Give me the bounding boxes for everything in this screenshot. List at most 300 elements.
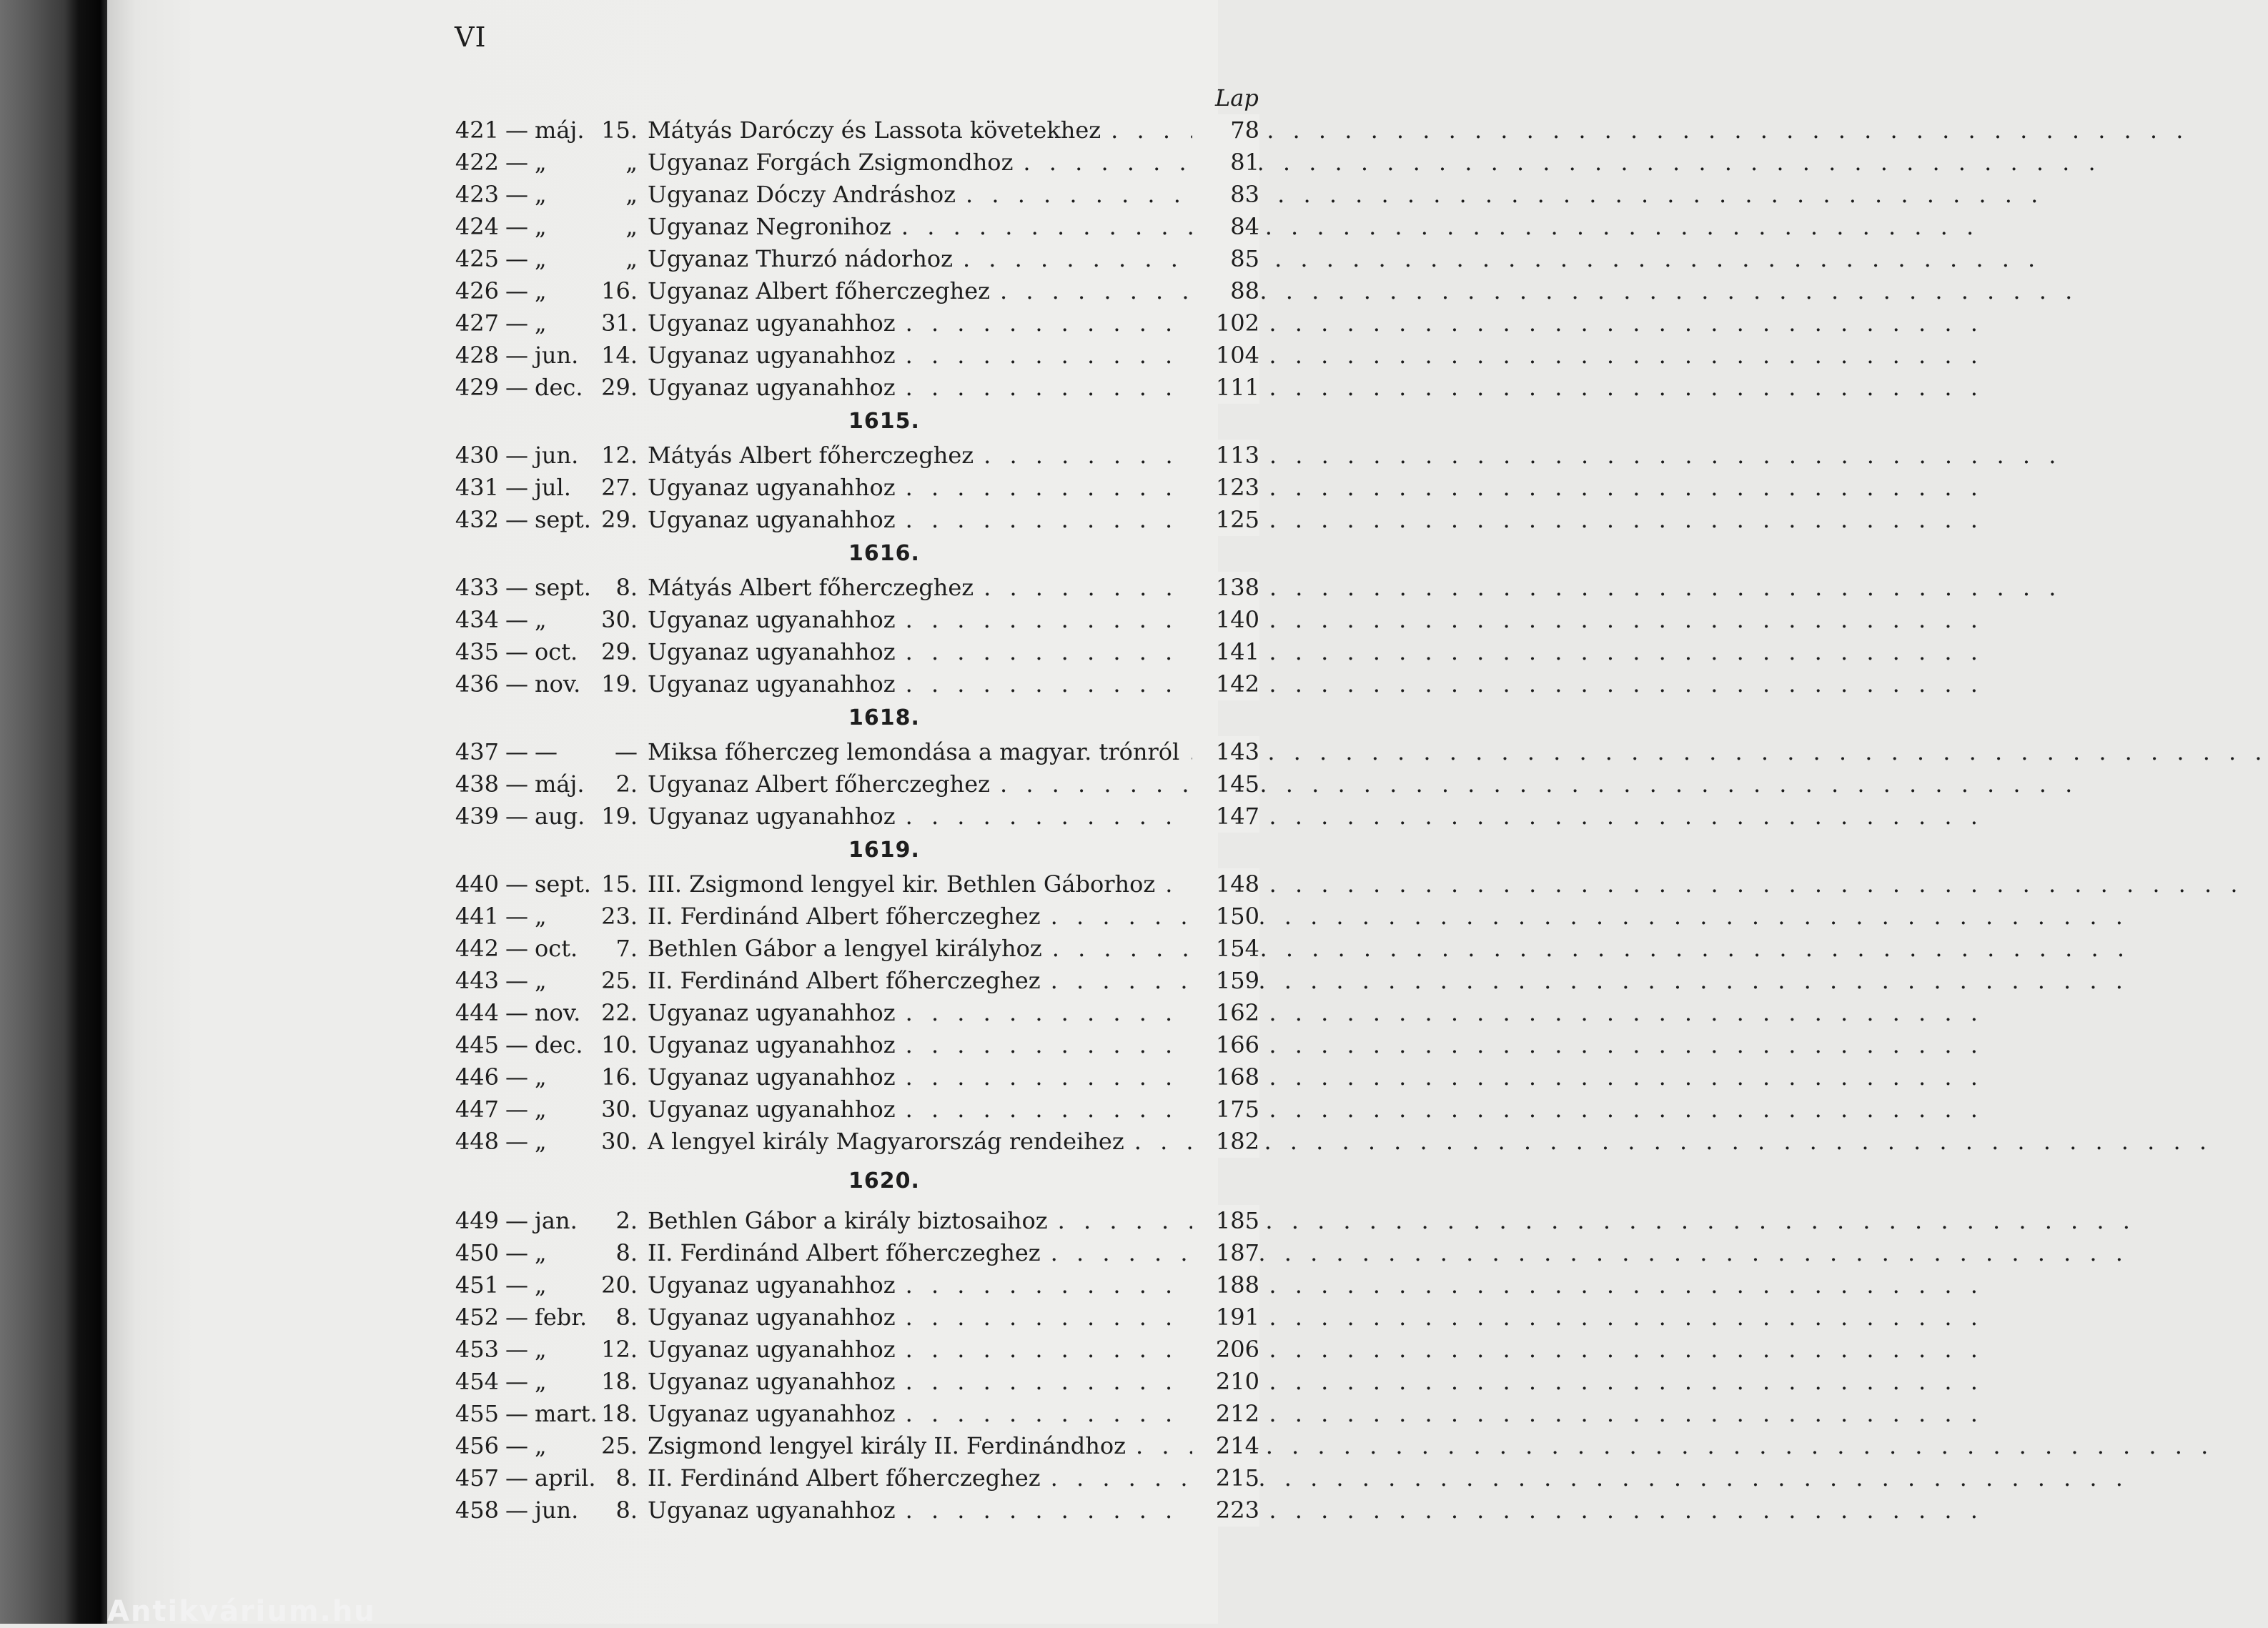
entry-day: 8. <box>615 1304 638 1331</box>
entry-title: II. Ferdinánd Albert főherczeghez <box>648 967 1041 994</box>
entry-number: 452 <box>455 1304 499 1331</box>
year-heading: 1619. <box>848 838 920 863</box>
entry-month: „ <box>535 277 547 304</box>
entry-dash: — <box>505 213 528 240</box>
entry-number: 458 <box>455 1497 499 1524</box>
toc-entry <box>452 1237 1259 1269</box>
entry-title-wrap <box>648 900 1192 933</box>
entry-title-wrap <box>648 1494 1192 1527</box>
entry-page: 141 <box>1192 636 1259 668</box>
entry-page: 182 <box>1192 1126 1259 1158</box>
entry-title-wrap <box>648 1029 1192 1061</box>
entry-month: „ <box>535 309 547 337</box>
entry-title: Ugyanaz ugyanahhoz <box>648 1031 896 1058</box>
entry-month: „ <box>535 1096 547 1123</box>
entry-title: Ugyanaz Albert főherczeghez <box>648 770 990 798</box>
toc-entry <box>452 179 1259 211</box>
entry-month: „ <box>535 213 547 240</box>
entry-day: 16. <box>601 277 638 304</box>
entry-month: „ <box>535 1063 547 1091</box>
entry-month: máj. <box>535 116 585 144</box>
entry-month: aug. <box>535 803 585 830</box>
entry-day: 16. <box>601 1063 638 1091</box>
entry-dash: — <box>505 149 528 176</box>
entry-title: Ugyanaz ugyanahhoz <box>648 606 896 633</box>
entry-title-wrap <box>648 179 1192 211</box>
entry-month: sept. <box>535 870 591 898</box>
entry-day: 20. <box>601 1271 638 1299</box>
entry-title-wrap <box>648 211 1192 243</box>
entry-title-wrap <box>648 1237 1192 1269</box>
entry-day: 31. <box>601 309 638 337</box>
entry-page: 113 <box>1192 440 1259 472</box>
entry-month: „ <box>535 245 547 272</box>
entry-number: 454 <box>455 1368 499 1395</box>
year-heading: 1620. <box>848 1168 920 1193</box>
entry-day: 30. <box>601 1096 638 1123</box>
year-heading: 1618. <box>848 705 920 730</box>
entry-number: 433 <box>455 574 499 601</box>
entry-title: Ugyanaz ugyanahhoz <box>648 374 896 401</box>
entry-title-wrap <box>648 1366 1192 1398</box>
entry-page: 191 <box>1192 1301 1259 1334</box>
book-spine-shadow <box>0 0 107 1624</box>
toc-entry <box>452 1205 1259 1237</box>
entry-dash: — <box>505 670 528 698</box>
entry-title: Ugyanaz ugyanahhoz <box>648 474 896 501</box>
entry-month: jun. <box>535 1497 579 1524</box>
entry-month: jan. <box>535 1207 578 1234</box>
entry-title: Ugyanaz ugyanahhoz <box>648 506 896 533</box>
entry-day: 2. <box>615 1207 638 1234</box>
entry-title-wrap <box>648 1430 1192 1462</box>
toc-entry <box>452 1366 1259 1398</box>
entry-title-wrap <box>648 1301 1192 1334</box>
entry-title-wrap <box>648 800 1192 833</box>
entry-month: „ <box>535 181 547 208</box>
entry-page: 88 <box>1192 275 1259 307</box>
entry-dash: — <box>505 903 528 930</box>
entry-page: 83 <box>1192 179 1259 211</box>
entry-dash: — <box>505 1497 528 1524</box>
entry-title-wrap <box>648 1093 1192 1126</box>
entry-dash: — <box>505 181 528 208</box>
toc-entry <box>452 736 1259 768</box>
entry-month: febr. <box>535 1304 588 1331</box>
entry-number: 453 <box>455 1336 499 1363</box>
entry-title: Ugyanaz Albert főherczeghez <box>648 277 990 304</box>
entry-title-wrap <box>648 307 1192 339</box>
entry-title-wrap <box>648 275 1192 307</box>
entry-month: „ <box>535 1432 547 1459</box>
entry-day: „ <box>625 245 638 272</box>
entry-day: 23. <box>601 903 638 930</box>
year-heading: 1616. <box>848 541 920 566</box>
entry-title-wrap <box>648 1334 1192 1366</box>
entry-title: II. Ferdinánd Albert főherczeghez <box>648 903 1041 930</box>
entry-page: 81 <box>1192 147 1259 179</box>
entry-page: 154 <box>1192 933 1259 965</box>
entry-number: 450 <box>455 1239 499 1266</box>
entry-title-wrap <box>648 736 1192 768</box>
entry-month: april. <box>535 1464 596 1491</box>
entry-number: 440 <box>455 870 499 898</box>
entry-dash: — <box>505 1464 528 1491</box>
entry-title: Mátyás Albert főherczeghez <box>648 574 974 601</box>
entry-number: 437 <box>455 738 499 765</box>
entry-title-wrap <box>648 440 1192 472</box>
entry-title-wrap <box>648 472 1192 504</box>
toc-entry <box>452 965 1259 997</box>
entry-month: máj. <box>535 770 585 798</box>
entry-day: 8. <box>615 574 638 601</box>
entry-page: 145 <box>1192 768 1259 800</box>
toc-entry <box>452 1126 1259 1158</box>
entry-month: „ <box>535 1239 547 1266</box>
entry-title: Mátyás Albert főherczeghez <box>648 442 974 469</box>
toc-entry <box>452 307 1259 339</box>
entry-dash: — <box>505 606 528 633</box>
entry-day: — <box>615 738 638 765</box>
entry-day: „ <box>625 149 638 176</box>
entry-title: Bethlen Gábor a lengyel királyhoz <box>648 935 1042 962</box>
entry-month: „ <box>535 1336 547 1363</box>
entry-title: Ugyanaz ugyanahhoz <box>648 1096 896 1123</box>
entry-page: 159 <box>1192 965 1259 997</box>
entry-dash: — <box>505 1063 528 1091</box>
entry-number: 425 <box>455 245 499 272</box>
entry-number: 427 <box>455 309 499 337</box>
entry-dash: — <box>505 116 528 144</box>
entry-page: 102 <box>1192 307 1259 339</box>
entry-page: 111 <box>1192 372 1259 404</box>
entry-title-wrap <box>648 768 1192 800</box>
entry-dash: — <box>505 342 528 369</box>
entry-day: 18. <box>601 1400 638 1427</box>
entry-day: 15. <box>601 870 638 898</box>
entry-month: „ <box>535 149 547 176</box>
entry-page: 125 <box>1192 504 1259 536</box>
entry-dash: — <box>505 999 528 1026</box>
entry-page: 147 <box>1192 800 1259 833</box>
entry-number: 432 <box>455 506 499 533</box>
entry-page: 150 <box>1192 900 1259 933</box>
entry-dash: — <box>505 1128 528 1155</box>
entry-number: 451 <box>455 1271 499 1299</box>
toc-entry <box>452 1269 1259 1301</box>
entry-month: „ <box>535 1271 547 1299</box>
entry-day: 25. <box>601 967 638 994</box>
entry-dash: — <box>505 1368 528 1395</box>
entry-title-wrap <box>648 243 1192 275</box>
toc-entry <box>452 636 1259 668</box>
entry-number: 436 <box>455 670 499 698</box>
entry-page: 215 <box>1192 1462 1259 1494</box>
toc-entry <box>452 800 1259 833</box>
toc-entry <box>452 147 1259 179</box>
entry-month: sept. <box>535 506 591 533</box>
entry-day: 15. <box>601 116 638 144</box>
entry-title: Bethlen Gábor a király biztosaihoz <box>648 1207 1048 1234</box>
entry-day: 10. <box>601 1031 638 1058</box>
toc-entry <box>452 1061 1259 1093</box>
entry-day: 12. <box>601 442 638 469</box>
toc-entry <box>452 339 1259 372</box>
toc-entry <box>452 997 1259 1029</box>
entry-title-wrap <box>648 1462 1192 1494</box>
toc-entry <box>452 504 1259 536</box>
toc-entry <box>452 768 1259 800</box>
entry-page: 85 <box>1192 243 1259 275</box>
entry-day: 2. <box>615 770 638 798</box>
entry-number: 457 <box>455 1464 499 1491</box>
entry-number: 434 <box>455 606 499 633</box>
entry-page: 206 <box>1192 1334 1259 1366</box>
entry-day: 7. <box>615 935 638 962</box>
entry-page: 188 <box>1192 1269 1259 1301</box>
entry-dash: — <box>505 442 528 469</box>
entry-dash: — <box>505 1096 528 1123</box>
entry-title-wrap <box>648 339 1192 372</box>
entry-number: 429 <box>455 374 499 401</box>
entry-month: dec. <box>535 1031 583 1058</box>
entry-day: 8. <box>615 1464 638 1491</box>
entry-title: Ugyanaz ugyanahhoz <box>648 999 896 1026</box>
entry-month: „ <box>535 903 547 930</box>
entry-page: 162 <box>1192 997 1259 1029</box>
entry-title: Ugyanaz ugyanahhoz <box>648 1497 896 1524</box>
entry-dash: — <box>505 870 528 898</box>
entry-number: 439 <box>455 803 499 830</box>
entry-day: 8. <box>615 1497 638 1524</box>
entry-dash: — <box>505 374 528 401</box>
toc-entry <box>452 572 1259 604</box>
entry-dash: — <box>505 738 528 765</box>
entry-dash: — <box>505 1031 528 1058</box>
entry-month: nov. <box>535 670 581 698</box>
entry-day: 22. <box>601 999 638 1026</box>
entry-title-wrap <box>648 147 1192 179</box>
entry-month: „ <box>535 1128 547 1155</box>
entry-page: 84 <box>1192 211 1259 243</box>
toc-entry <box>452 1301 1259 1334</box>
toc-entry <box>452 1334 1259 1366</box>
table-of-contents <box>452 114 1259 1527</box>
toc-entry <box>452 604 1259 636</box>
entry-page: 210 <box>1192 1366 1259 1398</box>
entry-page: 212 <box>1192 1398 1259 1430</box>
entry-title-wrap <box>648 114 1192 147</box>
entry-title: Ugyanaz ugyanahhoz <box>648 638 896 665</box>
entry-title-wrap <box>648 504 1192 536</box>
book-page <box>107 0 1259 1628</box>
entry-title-wrap <box>648 636 1192 668</box>
entry-month: dec. <box>535 374 583 401</box>
entry-page: 223 <box>1192 1494 1259 1527</box>
entry-dash: — <box>505 574 528 601</box>
entry-page: 143 <box>1192 736 1259 768</box>
entry-day: 29. <box>601 638 638 665</box>
entry-number: 449 <box>455 1207 499 1234</box>
entry-title: Miksa főherczeg lemondása a magyar. trónról <box>648 738 1180 765</box>
entry-number: 455 <box>455 1400 499 1427</box>
entry-number: 444 <box>455 999 499 1026</box>
entry-title: Ugyanaz Thurzó nádorhoz <box>648 245 953 272</box>
entry-title-wrap <box>648 1061 1192 1093</box>
entry-dash: — <box>505 1400 528 1427</box>
entry-dash: — <box>505 967 528 994</box>
entry-number: 421 <box>455 116 499 144</box>
entry-month: mart. <box>535 1400 598 1427</box>
entry-page: 104 <box>1192 339 1259 372</box>
entry-title-wrap <box>648 1205 1192 1237</box>
entry-number: 435 <box>455 638 499 665</box>
entry-title: Ugyanaz ugyanahhoz <box>648 1304 896 1331</box>
entry-dash: — <box>505 638 528 665</box>
entry-day: 8. <box>615 1239 638 1266</box>
entry-dash: — <box>505 309 528 337</box>
entry-title-wrap <box>648 933 1192 965</box>
entry-page: 140 <box>1192 604 1259 636</box>
entry-title-wrap <box>648 1126 1192 1158</box>
entry-month: jul. <box>535 474 571 501</box>
entry-page: 175 <box>1192 1093 1259 1126</box>
entry-dash: — <box>505 770 528 798</box>
entry-month: — <box>535 738 558 765</box>
entry-title: Ugyanaz ugyanahhoz <box>648 1400 896 1427</box>
year-heading: 1615. <box>848 409 920 434</box>
page-number: VI <box>455 21 487 53</box>
entry-day: 29. <box>601 374 638 401</box>
entry-title: II. Ferdinánd Albert főherczeghez <box>648 1464 1041 1491</box>
toc-entry <box>452 1029 1259 1061</box>
entry-month: „ <box>535 967 547 994</box>
entry-dash: — <box>505 277 528 304</box>
toc-entry <box>452 275 1259 307</box>
entry-title: II. Ferdinánd Albert főherczeghez <box>648 1239 1041 1266</box>
entry-title-wrap <box>648 668 1192 700</box>
toc-entry <box>452 933 1259 965</box>
toc-entry <box>452 1462 1259 1494</box>
entry-title: Zsigmond lengyel király II. Ferdinándhoz <box>648 1432 1126 1459</box>
entry-day: 14. <box>601 342 638 369</box>
entry-day: 29. <box>601 506 638 533</box>
toc-entry <box>452 472 1259 504</box>
entry-number: 423 <box>455 181 499 208</box>
toc-entry <box>452 1430 1259 1462</box>
entry-number: 443 <box>455 967 499 994</box>
entry-dash: — <box>505 1207 528 1234</box>
entry-number: 430 <box>455 442 499 469</box>
entry-day: 12. <box>601 1336 638 1363</box>
toc-entry <box>452 1494 1259 1527</box>
entry-number: 431 <box>455 474 499 501</box>
entry-number: 424 <box>455 213 499 240</box>
entry-title: Ugyanaz ugyanahhoz <box>648 670 896 698</box>
entry-dash: — <box>505 245 528 272</box>
entry-title: Ugyanaz ugyanahhoz <box>648 803 896 830</box>
entry-dash: — <box>505 1432 528 1459</box>
entry-page: 187 <box>1192 1237 1259 1269</box>
watermark: Antikvárium.hu <box>107 1595 376 1628</box>
entry-month: nov. <box>535 999 581 1026</box>
entry-number: 428 <box>455 342 499 369</box>
entry-month: jun. <box>535 342 579 369</box>
toc-entry <box>452 868 1259 900</box>
entry-dash: — <box>505 935 528 962</box>
entry-month: oct. <box>535 638 578 665</box>
entry-number: 456 <box>455 1432 499 1459</box>
entry-page: 123 <box>1192 472 1259 504</box>
entry-number: 426 <box>455 277 499 304</box>
entry-dash: — <box>505 1239 528 1266</box>
entry-month: „ <box>535 1368 547 1395</box>
entry-number: 422 <box>455 149 499 176</box>
entry-page: 148 <box>1192 868 1259 900</box>
entry-day: 19. <box>601 670 638 698</box>
entry-title: III. Zsigmond lengyel kir. Bethlen Gáborhoz <box>648 870 1156 898</box>
entry-title: Ugyanaz ugyanahhoz <box>648 342 896 369</box>
entry-day: 30. <box>601 606 638 633</box>
entry-day: 25. <box>601 1432 638 1459</box>
entry-page: 185 <box>1192 1205 1259 1237</box>
entry-number: 438 <box>455 770 499 798</box>
entry-number: 448 <box>455 1128 499 1155</box>
entry-title: Ugyanaz ugyanahhoz <box>648 1271 896 1299</box>
entry-title: Ugyanaz ugyanahhoz <box>648 1368 896 1395</box>
entry-month: jun. <box>535 442 579 469</box>
entry-day: 18. <box>601 1368 638 1395</box>
entry-number: 447 <box>455 1096 499 1123</box>
entry-title-wrap <box>648 604 1192 636</box>
entry-title-wrap <box>648 1398 1192 1430</box>
entry-day: „ <box>625 181 638 208</box>
entry-dash: — <box>505 506 528 533</box>
toc-entry <box>452 243 1259 275</box>
toc-entry <box>452 372 1259 404</box>
entry-number: 446 <box>455 1063 499 1091</box>
entry-title: Ugyanaz ugyanahhoz <box>648 1063 896 1091</box>
entry-number: 445 <box>455 1031 499 1058</box>
entry-title-wrap <box>648 965 1192 997</box>
toc-entry <box>452 668 1259 700</box>
entry-dash: — <box>505 1336 528 1363</box>
entry-day: „ <box>625 213 638 240</box>
toc-entry <box>452 440 1259 472</box>
entry-page: 214 <box>1192 1430 1259 1462</box>
entry-title-wrap <box>648 1269 1192 1301</box>
entry-month: sept. <box>535 574 591 601</box>
entry-title: Ugyanaz Dóczy Andráshoz <box>648 181 956 208</box>
toc-entry <box>452 211 1259 243</box>
entry-month: oct. <box>535 935 578 962</box>
entry-title: Ugyanaz Negronihoz <box>648 213 891 240</box>
entry-title-wrap <box>648 572 1192 604</box>
entry-month: „ <box>535 606 547 633</box>
entry-title-wrap <box>648 997 1192 1029</box>
entry-title: Ugyanaz Forgách Zsigmondhoz <box>648 149 1014 176</box>
entry-title: Ugyanaz ugyanahhoz <box>648 309 896 337</box>
entry-title: Ugyanaz ugyanahhoz <box>648 1336 896 1363</box>
entry-title: A lengyel király Magyarország rendeihez <box>648 1128 1124 1155</box>
entry-title-wrap <box>648 372 1192 404</box>
entry-dash: — <box>505 1304 528 1331</box>
entry-title-wrap <box>648 868 1192 900</box>
page-column-header: Lap <box>1215 84 1259 111</box>
entry-page: 78 <box>1192 114 1259 147</box>
toc-entry <box>452 114 1259 147</box>
entry-page: 142 <box>1192 668 1259 700</box>
